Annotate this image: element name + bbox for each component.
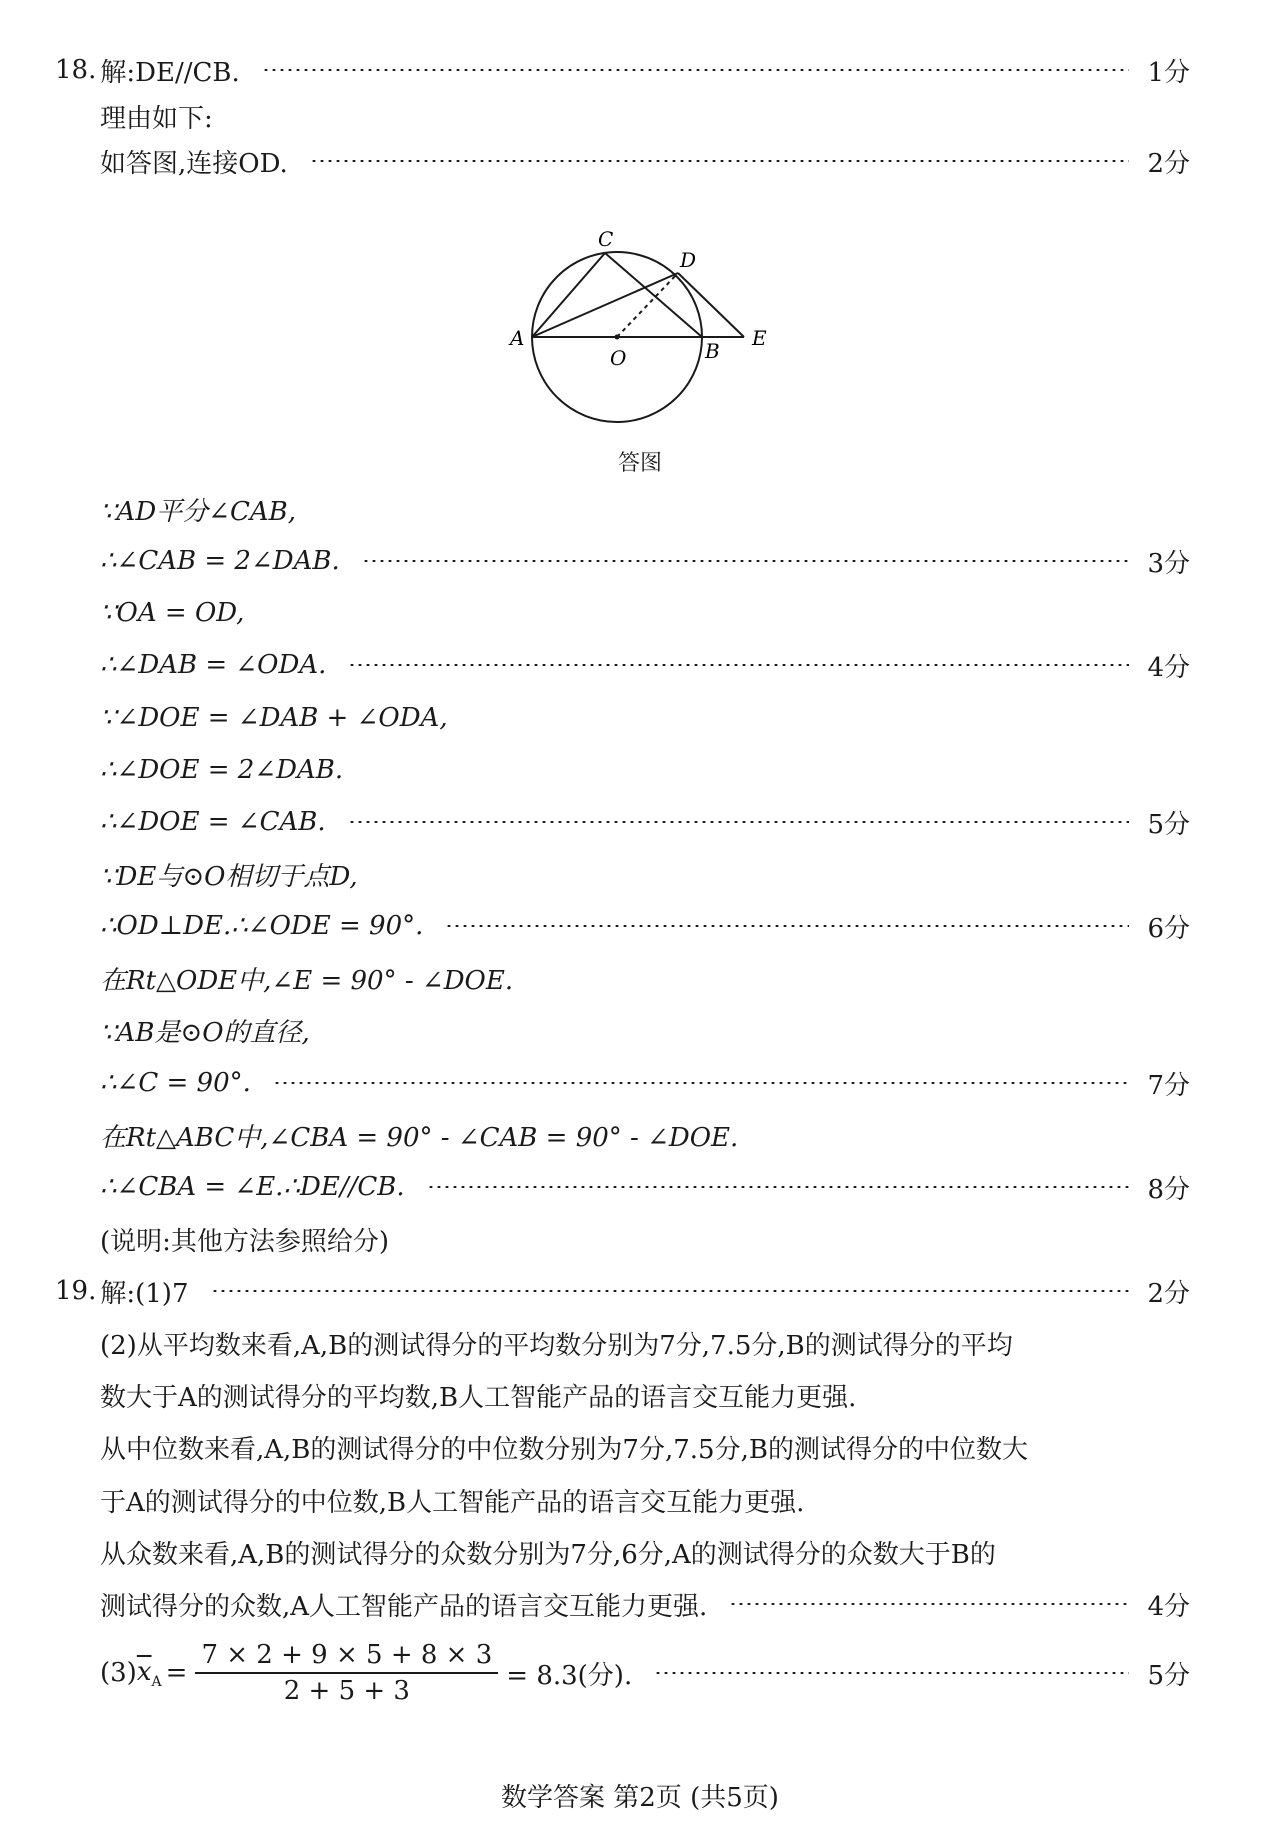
label-o: O [610,346,627,370]
score-label: 2分 [1147,148,1190,179]
proof-step [100,906,1190,946]
score-label: 4分 [1147,652,1190,683]
dot-leader [273,1082,1130,1084]
paragraph-line [100,1584,1190,1624]
step-text: ∵AD平分∠CAB, [100,496,296,527]
step-text: ∵OA = OD, [100,598,245,628]
mean-text-2: 数大于A的测试得分的平均数,B人工智能产品的语言交互能力更强. [100,1382,857,1413]
proof-step [100,958,1190,998]
score-label: 7分 [1147,1070,1190,1101]
proof-step [100,1063,1190,1103]
score-label: 2分 [1147,1278,1190,1309]
score-label: 4分 [1147,1591,1190,1622]
step-text: ∵DE与⊙O相切于点D, [100,861,358,892]
dot-leader [310,160,1130,162]
median-text-2: 于A的测试得分的中位数,B人工智能产品的语言交互能力更强. [100,1487,805,1518]
label-b: B [705,339,720,363]
proof-step [100,645,1190,685]
dot-leader [445,925,1129,927]
note-text: (说明:其他方法参照给分) [100,1226,390,1257]
proof-step [100,750,1190,790]
score-label: 3分 [1147,548,1190,579]
dot-leader [348,821,1130,823]
proof-step [100,1167,1190,1207]
step-text: ∴∠CAB = 2∠DAB. [100,546,340,576]
step-text: ∴∠DOE = ∠CAB. [100,807,326,837]
mean-text-1: (2)从平均数来看,A,B的测试得分的平均数分别为7分,7.5分,B的测试得分的平均 [100,1330,1013,1361]
proof-step [100,1010,1190,1050]
step-text: ∵AB是⊙O的直径, [100,1017,310,1048]
dot-leader [348,664,1129,666]
tangent-de [678,273,744,337]
score-label: 1分 [1147,57,1190,88]
score-label: 6分 [1147,913,1190,944]
label-c: C [598,227,614,251]
figure-caption: 答图 [617,451,662,476]
mode-text-2: 测试得分的众数,A人工智能产品的语言交互能力更强. [100,1591,708,1622]
proof-step [100,593,1190,633]
fraction-numerator: 7 × 2 + 9 × 5 + 8 × 3 [195,1640,498,1674]
segment-ad [532,273,678,337]
q18-answer: 解:DE//CB. [100,57,240,88]
score-label: 5分 [1147,1660,1190,1691]
step-text: 在Rt△ABC中,∠CBA = 90° - ∠CAB = 90° - ∠DOE. [100,1122,739,1153]
result-text: = 8.3(分). [506,1660,633,1691]
part3-prefix: (3) [100,1658,137,1688]
paragraph-line [100,1532,1190,1572]
dot-leader [427,1186,1130,1188]
x-bar: $\overline{x}$ [136,1656,152,1687]
q19-number: 19. [55,1276,97,1306]
mode-text-1: 从众数来看,A,B的测试得分的众数分别为7分,6分,A的测试得分的众数大于B的 [100,1539,996,1570]
step-text: ∵∠DOE = ∠DAB + ∠ODA, [100,703,448,733]
page-footer: 数学答案 第2页 (共5页) [501,1783,779,1813]
reason-text: 理由如下: [100,103,213,134]
proof-step [100,489,1190,529]
weighted-average-line [100,1636,1190,1710]
proof-step [100,854,1190,894]
circle-geometry-figure [500,215,790,475]
dot-leader [362,560,1130,562]
median-text-1: 从中位数来看,A,B的测试得分的中位数分别为7分,7.5分,B的测试得分的中位数大 [100,1434,1028,1465]
dot-leader [729,1603,1129,1605]
q19-header [55,1271,1190,1311]
q18-header [55,50,1190,90]
proof-note [100,1219,1190,1259]
proof-step [100,541,1190,581]
connect-text: 如答图,连接OD. [100,148,288,179]
score-label: 8分 [1147,1174,1190,1205]
fraction-denominator: 2 + 5 + 3 [283,1676,410,1706]
connect-line [100,141,1190,181]
weighted-mean-symbol [137,1657,162,1690]
step-text: 在Rt△ODE中,∠E = 90° - ∠DOE. [100,965,514,996]
weighted-fraction [195,1640,498,1706]
dot-leader [262,69,1130,71]
step-text: ∴∠DAB = ∠ODA. [100,650,327,680]
label-a: A [510,326,525,350]
proof-step [100,1115,1190,1155]
step-text: ∴∠DOE = 2∠DAB. [100,755,344,785]
dot-leader [211,1290,1130,1292]
score-label: 5分 [1147,809,1190,840]
center-point [615,335,620,340]
q19-answer: 解:(1)7 [100,1278,189,1309]
proof-step [100,802,1190,842]
dashed-od [617,273,678,337]
paragraph-line [100,1323,1190,1363]
label-d: D [680,248,697,272]
step-text: ∴∠C = 90°. [100,1068,251,1098]
dot-leader [654,1672,1129,1674]
label-e: E [752,326,767,350]
step-text: ∴∠CBA = ∠E.∴DE//CB. [100,1172,405,1202]
paragraph-line [100,1427,1190,1467]
q18-number: 18. [55,55,97,85]
step-text: ∴OD⊥DE.∴∠ODE = 90°. [100,911,424,941]
paragraph-line [100,1480,1190,1520]
x-subscript: A [151,1673,162,1690]
reason-line [100,96,1190,136]
equals-sign: = [165,1658,188,1688]
paragraph-line [100,1375,1190,1415]
proof-step [100,698,1190,738]
